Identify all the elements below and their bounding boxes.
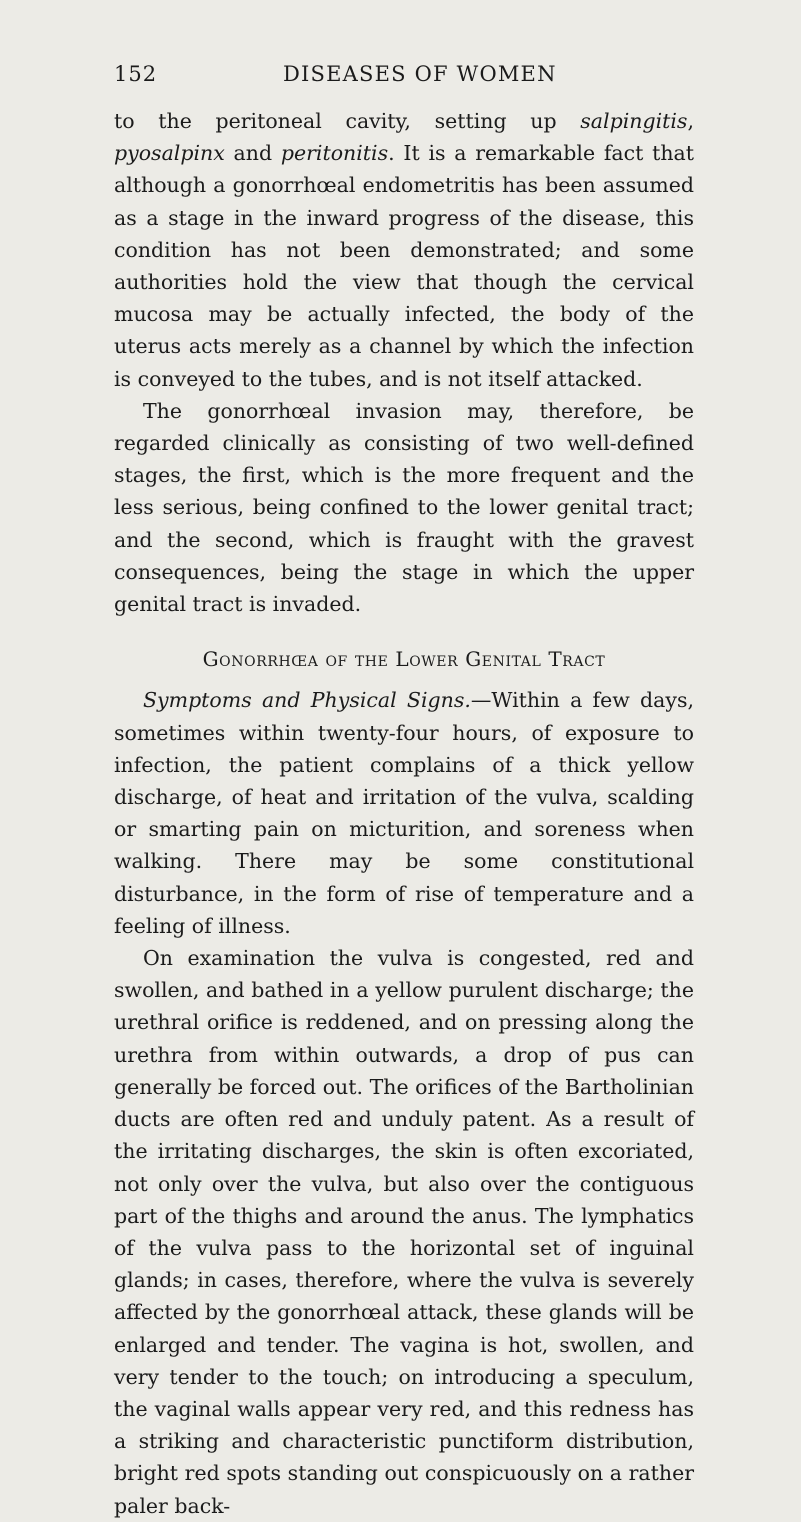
page-number: 152 bbox=[114, 62, 158, 86]
italic-term: pyosalpinx bbox=[114, 141, 225, 166]
paragraph-lead-heading: Symptoms and Physical Signs. bbox=[143, 688, 471, 713]
paragraph-invasion-stages: The gonorrhœal invasion may, therefore, be regarded clinically as consisting of two well-defined stages, the first, which is the more frequent and the less serious, being confined to the lower genital tract; and the second, which is fraught with the gravest consequences, being the stage in which the upper genital tract is invaded. bbox=[114, 398, 694, 617]
text-run: . It is a remarkable fact that although a gonorrhœal endometritis has been assumed as a stage in the inward progress of the disease, this condition has not been demonstrated; and some authorities hold the view that though the cervical mucosa may be actually infected, the body of the uterus acts merely as a channel by which the infection is conveyed to the tubes, and is not itself attacked. bbox=[114, 141, 694, 391]
section-heading: Gonorrhœa of the Lower Genital Tract bbox=[202, 647, 606, 672]
running-head: DISEASES OF WOMEN bbox=[283, 62, 557, 86]
body-text bbox=[114, 105, 694, 1522]
paragraph-continuation bbox=[114, 105, 694, 395]
italic-term: salpingitis bbox=[580, 109, 688, 133]
text-run: and bbox=[224, 141, 281, 166]
italic-term: peritonitis bbox=[280, 141, 389, 166]
text-run: to the peritoneal cavity, setting up bbox=[114, 109, 581, 133]
page-header bbox=[114, 62, 686, 92]
paragraph-examination: On examination the vulva is congested, red and swollen, and bathed in a yellow purulent discharge; the urethral orifice is reddened, and on pressing along the urethra from within outwards, a drop of pus can generally be forced out. The orifices of the Bartholinian ducts are often red and unduly patent. As a result of the irritating discharges, the skin is often excoriated, not only over the vulva, but also over the contiguous part of the thighs and around the anus. The lymphatics of the vulva pass to the horizontal set of inguinal glands; in cases, therefore, where the vulva is severely affected by the gonorrhœal attack, these glands will be enlarged and tender. The vagina is hot, swollen, and very tender to the touch; on introducing a speculum, the vaginal walls appear very red, and this redness has a striking and characteristic punctiform distribution, bright red spots standing out conspicuously on a rather paler back- bbox=[114, 946, 694, 1518]
text-run: —Within a few days, sometimes within twenty-four hours, of exposure to infection, the patient complains of a thick yellow discharge, of heat and irritation of the vulva, scalding or smarting pain on micturition, and soreness when walking. There may be some constitutional disturbance, in the form of rise of temperature and a feeling of illness. bbox=[114, 688, 695, 938]
paragraph-symptoms bbox=[114, 684, 694, 942]
text-run: , bbox=[687, 109, 694, 133]
